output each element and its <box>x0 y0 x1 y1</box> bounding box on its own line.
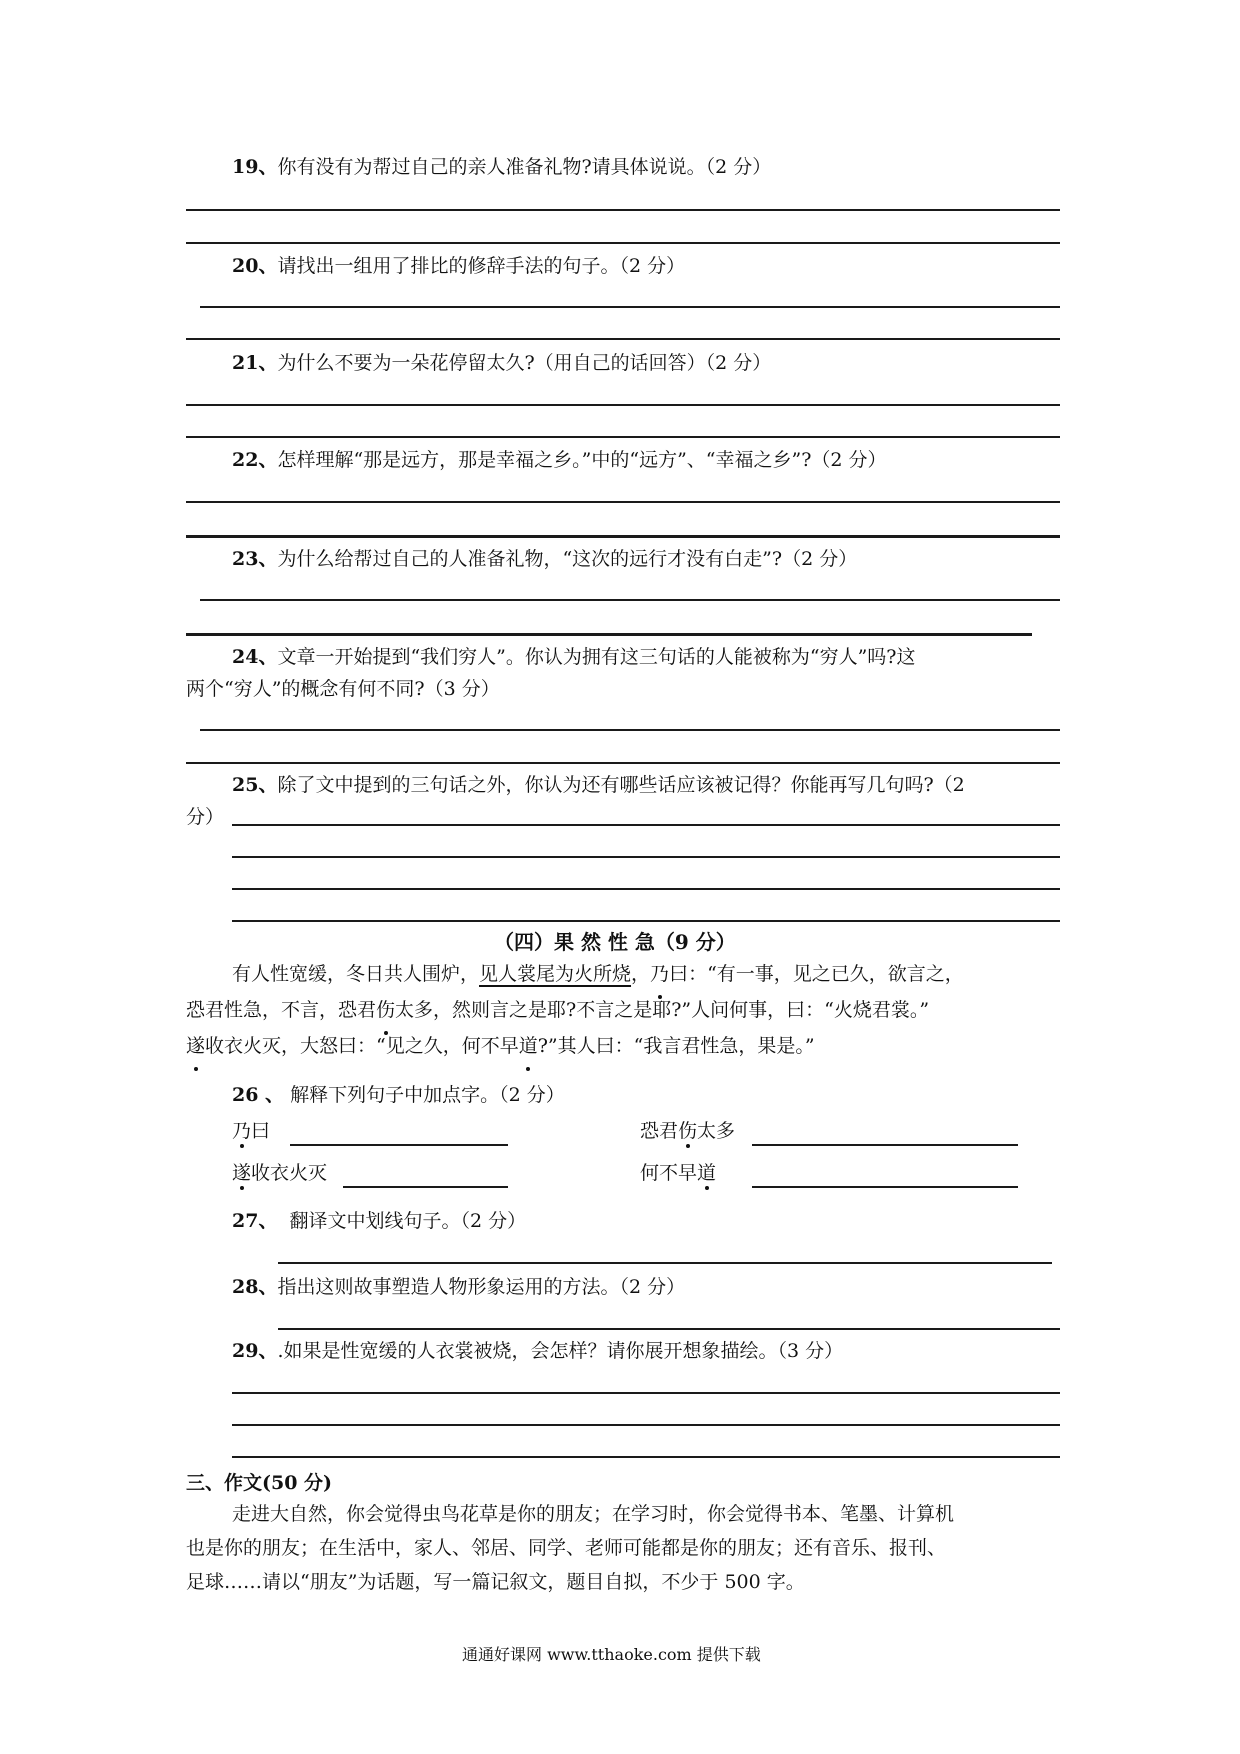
vocab-item: 乃曰 <box>232 1120 271 1142</box>
question-26 <box>232 1086 565 1105</box>
answer-line[interactable] <box>186 501 1060 503</box>
question-text: 指出这则故事塑造人物形象运用的方法。（2 分） <box>277 1276 686 1298</box>
essay-prompt-line-3: 足球……请以“朋友”为话题，写一篇记叙文，题目自拟，不少于 500 字。 <box>186 1571 805 1593</box>
essay-title: 三、作文(50 分) <box>186 1472 333 1494</box>
question-number: 26 、 <box>232 1084 285 1106</box>
question-number: 28、 <box>232 1276 278 1298</box>
answer-line[interactable] <box>186 535 1060 538</box>
question-text: 你有没有为帮过自己的亲人准备礼物?请具体说说。（2 分） <box>277 156 772 178</box>
passage-line-1: 有人性宽缓，冬日共人围炉，见人裳尾为火所烧，乃曰：“有一事，见之已久，欲言之， <box>232 956 964 992</box>
answer-line[interactable] <box>186 633 1032 636</box>
answer-line[interactable] <box>186 209 1060 211</box>
question-text: 文章一开始提到“我们穷人”。你认为拥有这三句话的人能被称为“穷人”吗?这 <box>277 646 916 668</box>
question-29 <box>232 1342 843 1361</box>
answer-line[interactable] <box>200 599 1060 601</box>
question-22 <box>232 451 887 470</box>
question-27 <box>232 1212 526 1231</box>
answer-line[interactable] <box>186 762 1060 764</box>
answer-blank[interactable] <box>290 1144 508 1146</box>
question-number: 20、 <box>232 255 278 277</box>
question-25-line-2: 分） <box>186 806 225 828</box>
underlined-sentence: 见人裳尾为火所烧 <box>479 963 632 985</box>
question-text: 怎样理解“那是远方，那是幸福之乡。”中的“远方”、“幸福之乡”?（2 分） <box>277 449 887 471</box>
question-24-line-1 <box>232 648 916 667</box>
question-number: 23、 <box>232 548 278 570</box>
question-text: 请找出一组用了排比的修辞手法的句子。（2 分） <box>277 255 686 277</box>
answer-line[interactable] <box>186 436 1060 438</box>
answer-line[interactable] <box>186 242 1060 244</box>
answer-line[interactable] <box>232 888 1060 890</box>
passage-line-3: 遂收衣火灭，大怒曰：“见之久，何不早道?”其人曰：“我言君性急，果是。” <box>186 1028 815 1064</box>
answer-line[interactable] <box>278 1328 1060 1330</box>
dotted-character: 道 <box>697 1162 717 1184</box>
vocab-item: 何不早道 <box>640 1162 717 1184</box>
dotted-character: 伤 <box>376 992 395 1028</box>
question-text: .如果是性宽缓的人衣裳被烧，会怎样？请你展开想象描绘。（3 分） <box>277 1340 844 1362</box>
question-23 <box>232 550 857 569</box>
dotted-character: 乃 <box>650 956 669 992</box>
answer-line[interactable] <box>186 404 1060 406</box>
answer-blank[interactable] <box>752 1144 1018 1146</box>
dotted-character: 伤 <box>678 1120 698 1142</box>
question-text: 为什么不要为一朵花停留太久?（用自己的话回答）（2 分） <box>277 352 772 374</box>
answer-line[interactable] <box>278 1262 1052 1264</box>
answer-blank[interactable] <box>752 1186 1018 1188</box>
question-number: 21、 <box>232 352 278 374</box>
question-19 <box>232 158 771 177</box>
question-number: 29、 <box>232 1340 278 1362</box>
footer-credit: 通通好课网 www.tthaoke.com 提供下载 <box>462 1645 761 1664</box>
vocab-item: 遂收衣火灭 <box>232 1162 328 1184</box>
answer-line[interactable] <box>232 920 1060 922</box>
question-text: 解释下列句子中加点字。（2 分） <box>290 1084 565 1106</box>
answer-blank[interactable] <box>343 1186 508 1188</box>
question-number: 27、 <box>232 1210 278 1232</box>
passage-line-2: 恐君性急，不言，恐君伤太多，然则言之是耶?不言之是耶?”人问何事，曰：“火烧君裳。” <box>186 992 929 1028</box>
question-number: 24、 <box>232 646 278 668</box>
essay-prompt-line-1: 走进大自然，你会觉得虫鸟花草是你的朋友；在学习时，你会觉得书本、笔墨、计算机 <box>232 1503 955 1525</box>
answer-line[interactable] <box>200 306 1060 308</box>
vocab-item: 恐君伤太多 <box>640 1120 736 1142</box>
question-text: 翻译文中划线句子。（2 分） <box>289 1210 527 1232</box>
answer-line[interactable] <box>232 824 1060 826</box>
section-title: （四）果 然 性 急（9 分） <box>494 930 736 954</box>
question-24-line-2: 两个“穷人”的概念有何不同?（3 分） <box>186 678 500 700</box>
question-text: 除了文中提到的三句话之外，你认为还有哪些话应该被记得？你能再写几句吗?（2 <box>277 774 965 796</box>
answer-line[interactable] <box>232 1424 1060 1426</box>
answer-line[interactable] <box>232 856 1060 858</box>
dotted-character: 遂 <box>186 1028 205 1064</box>
dotted-character: 遂 <box>232 1162 252 1184</box>
question-20 <box>232 257 685 276</box>
question-number: 25、 <box>232 774 278 796</box>
question-21 <box>232 354 771 373</box>
answer-line[interactable] <box>232 1456 1060 1458</box>
answer-line[interactable] <box>186 338 1060 340</box>
dotted-character: 乃 <box>232 1120 252 1142</box>
question-28 <box>232 1278 685 1297</box>
dotted-character: 道 <box>519 1028 538 1064</box>
question-number: 19、 <box>232 156 278 178</box>
essay-prompt-line-2: 也是你的朋友；在生活中，家人、邻居、同学、老师可能都是你的朋友；还有音乐、报刊、 <box>186 1537 947 1559</box>
question-number: 22、 <box>232 449 278 471</box>
answer-line[interactable] <box>232 1392 1060 1394</box>
answer-line[interactable] <box>200 729 1060 731</box>
question-text: 为什么给帮过自己的人准备礼物，“这次的远行才没有白走”?（2 分） <box>277 548 858 570</box>
question-25-line-1 <box>232 776 965 795</box>
